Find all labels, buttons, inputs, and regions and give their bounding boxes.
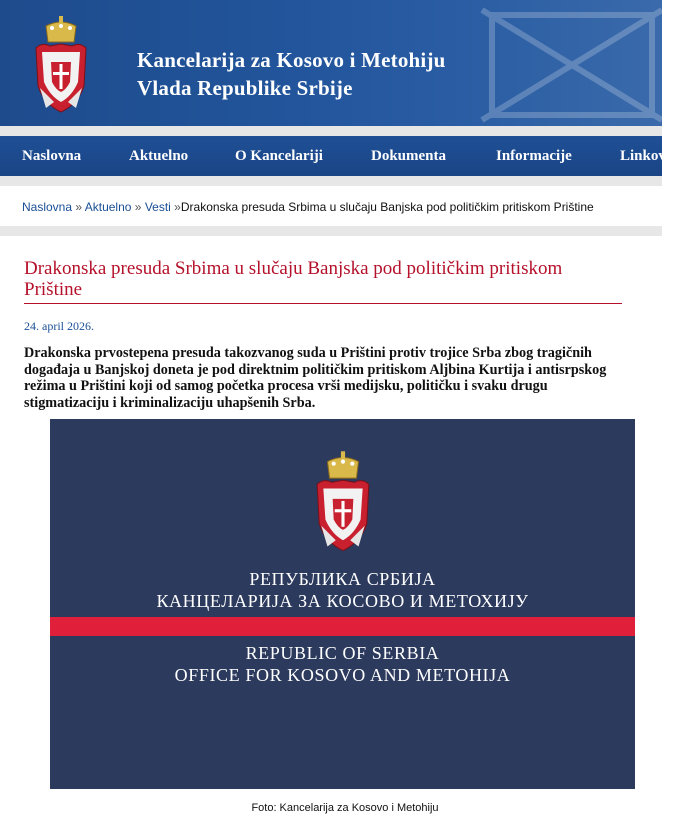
- nav-item-o-kancelariji[interactable]: O Kancelariji: [235, 148, 323, 164]
- article-title: Drakonska presuda Srbima u slučaju Banjska pod političkim pritiskom Prištine: [24, 258, 563, 300]
- breadcrumb-link-naslovna[interactable]: Naslovna: [22, 200, 73, 214]
- breadcrumb-link-vesti[interactable]: Vesti: [144, 200, 171, 214]
- main-nav: [0, 136, 671, 176]
- breadcrumb-separator: »: [174, 200, 181, 214]
- serbian-coat-of-arms-icon[interactable]: [32, 16, 90, 116]
- image-caption: Foto: Kancelarija za Kosovo i Metohiju: [251, 802, 439, 814]
- site-title[interactable]: Kancelarija za Kosovo i Metohiju: [137, 48, 446, 72]
- image-text-cyrillic-2: КАНЦЕЛАРИЈА ЗА КОСОВО И МЕТОХИЈУ: [156, 591, 529, 611]
- nav-item-informacije[interactable]: Informacije: [496, 148, 572, 164]
- site-subtitle[interactable]: Vlada Republike Srbije: [137, 76, 353, 100]
- image-red-bar: [50, 617, 635, 636]
- flag-pattern-decoration: [462, 0, 682, 140]
- nav-item-naslovna[interactable]: Naslovna: [22, 148, 82, 164]
- breadcrumb-separator: »: [75, 200, 83, 214]
- breadcrumb-current: Drakonska presuda Srbima u slučaju Banjska pod političkim pritiskom Prištine: [180, 200, 594, 214]
- nav-gap: [0, 176, 662, 186]
- breadcrumb: [0, 186, 662, 227]
- nav-item-linkovi[interactable]: Linkovi: [620, 148, 671, 164]
- image-text-latin-1: REPUBLIC OF SERBIA: [245, 643, 440, 663]
- article-date: 24. april 2026.: [24, 319, 94, 333]
- title-divider: [24, 303, 622, 304]
- site-header-banner: [0, 0, 662, 126]
- nav-item-aktuelno[interactable]: Aktuelno: [129, 148, 189, 164]
- article: [0, 236, 662, 825]
- image-text-cyrillic-1: РЕПУБЛИКА СРБИЈА: [249, 569, 436, 589]
- breadcrumb-separator: »: [134, 200, 142, 214]
- article-lead: Drakonska prvostepena presuda takozvanog suda u Prištini protiv trojice Srba zbog tragičnih događaja u Banjskoj doneta je pod direktnim političkim pritiskom Aljbina Kurtija i antisrpskog režima u Prištini koji od samog početka procesa vrši medijsku, političku i svaku drugu stigmatizaciju i kriminalizaciju uhapšenih Srba.: [24, 345, 607, 411]
- serbian-coat-of-arms-icon: [313, 449, 373, 557]
- header-gap: [0, 126, 662, 136]
- breadcrumb-gap: [0, 226, 662, 236]
- image-text-latin-2: OFFICE FOR KOSOVO AND METOHIJA: [174, 665, 511, 685]
- nav-item-dokumenta[interactable]: Dokumenta: [371, 148, 447, 164]
- breadcrumb-link-aktuelno[interactable]: Aktuelno: [84, 200, 132, 214]
- article-image: [50, 419, 635, 789]
